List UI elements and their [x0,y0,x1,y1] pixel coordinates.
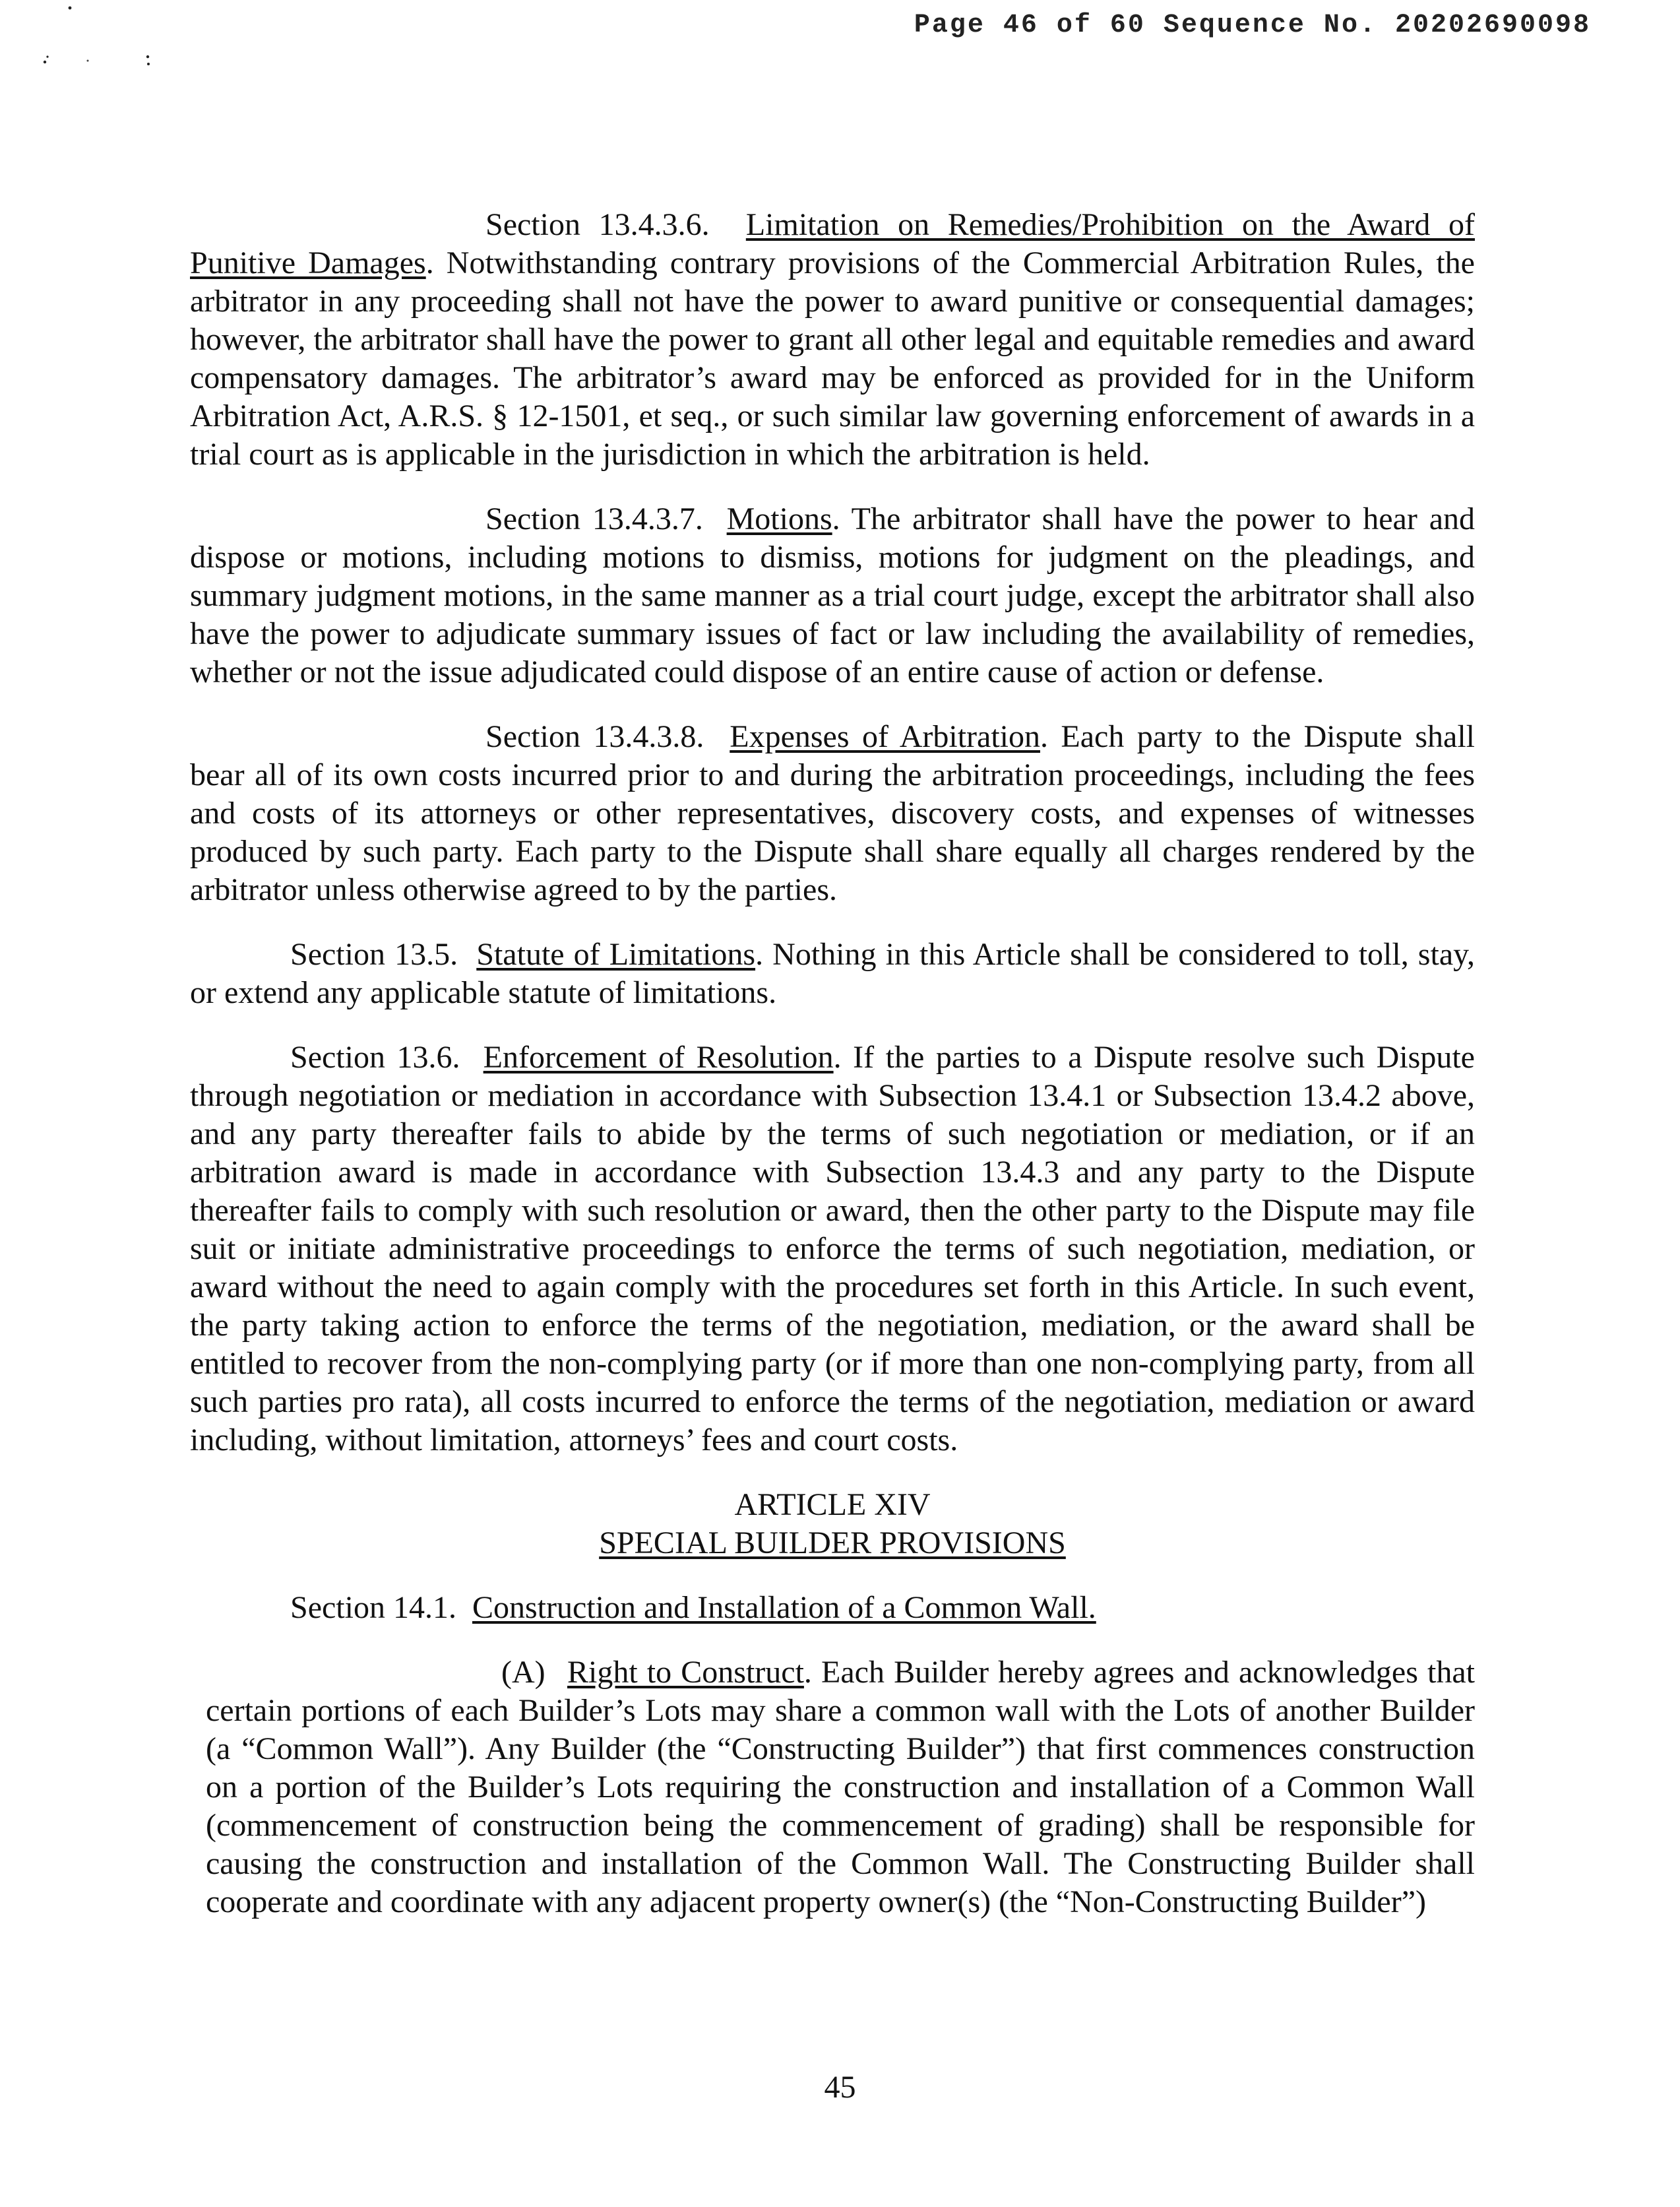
section-label: Section 13.5. [290,937,458,972]
section-13-5 [190,936,1475,1012]
subsection-body: . Each Builder hereby agrees and acknowledges that certain portions of each Builder’s Lots may share a common wall with the Lots of another Builder (a “Common Wall”). Any Builder (the “Constructing Builder”) that first commences construction on a portion of the Builder’s Lots requiring the construction and installation of a Common Wall (commencement of construction being the commencement of grading) shall be responsible for causing the construction and installation of the Common Wall. The Constructing Builder shall cooperate and coordinate with any adjacent property owner(s) (the “Non-Constructing Builder”) [206,1655,1475,1919]
section-label: Section 13.4.3.6. [485,207,710,242]
section-13-6 [190,1039,1475,1459]
scan-specks [40,0,171,73]
section-title: Statute of Limitations [476,937,756,972]
section-label: Section 13.4.3.8. [485,719,704,754]
section-body: . If the parties to a Dispute resolve such Dispute through negotiation or mediation in accordance with Subsection 13.4.1 or Subsection 13.4.2 above, and any party thereafter fails to abide by the terms of such negotiation or mediation, or if an arbitration award is made in accordance with Subsection 13.4.3 and any party to the Dispute thereafter fails to comply with such resolution or award, then the other party to the Dispute may file suit or initiate administrative proceedings to enforce the terms of such negotiation, mediation, or award without the need to again comply with the procedures set forth in this Article. In such event, the party taking action to enforce the terms of the negotiation, mediation, or the award shall be entitled to recover from the non-complying party (or if more than one non-complying party, from all such parties pro rata), all costs incurred to enforce the terms of the negotiation, mediation or award including, without limitation, attorneys’ fees and court costs. [190,1040,1475,1457]
fax-header: Page 46 of 60 Sequence No. 20202690098 [914,11,1591,40]
document-body [190,206,1475,1921]
subsection-a [190,1653,1475,1921]
section-title: Expenses of Arbitration [730,719,1040,754]
section-label: Section 13.6. [290,1040,460,1075]
section-title: Limitation on Remedies/Prohibition on the Award of Punitive Damages [190,207,1475,280]
article-title: SPECIAL BUILDER PROVISIONS [599,1525,1066,1560]
section-title: Construction and Installation of a Common Wall. [472,1590,1096,1625]
section-13-4-3-7 [190,500,1475,691]
subsection-title: Right to Construct [567,1655,804,1690]
section-body: . Nothing in this Article shall be considered to toll, stay, or extend any applicable statute of limitations. [190,937,1476,1010]
article-heading [190,1486,1475,1562]
section-13-4-3-8 [190,718,1475,909]
section-body: . Notwithstanding contrary provisions of the Commercial Arbitration Rules, the arbitrator in any proceeding shall not have the power to award punitive or consequential damages; however, the arbitrator shall have the power to grant all other legal and equitable remedies and award compensatory damages. The arbitrator’s award may be enforced as provided for in the Uniform Arbitration Act, A.R.S. § 12-1501, et seq., or such similar law governing enforcement of awards in a trial court as is applicable in the jurisdiction in which the arbitration is held. [190,245,1475,472]
section-14-1 [190,1589,1475,1627]
section-13-4-3-6 [190,206,1475,474]
section-label: Section 13.4.3.7. [485,501,703,536]
section-body: . The arbitrator shall have the power to hear and dispose or motions, including motions to dismiss, motions for judgment on the pleadings, and summary judgment motions, in the same manner as a trial court judge, except the arbitrator shall also have the power to adjudicate summary issues of fact or law including the availability of remedies, whether or not the issue adjudicated could dispose of an entire cause of action or defense. [190,501,1475,689]
section-title: Motions [726,501,832,536]
section-body: . Each party to the Dispute shall bear all of its own costs incurred prior to and during the arbitration proceedings, including the fees and costs of its attorneys or other representatives, discovery costs, and expenses of witnesses produced by such party. Each party to the Dispute shall share equally all charges rendered by the arbitrator unless otherwise agreed to by the parties. [190,719,1476,907]
section-title: Enforcement of Resolution [483,1040,834,1075]
subsection-marker: (A) [501,1655,545,1690]
article-number: ARTICLE XIV [734,1487,931,1522]
section-label: Section 14.1. [290,1590,456,1625]
page-number: 45 [824,2070,856,2105]
